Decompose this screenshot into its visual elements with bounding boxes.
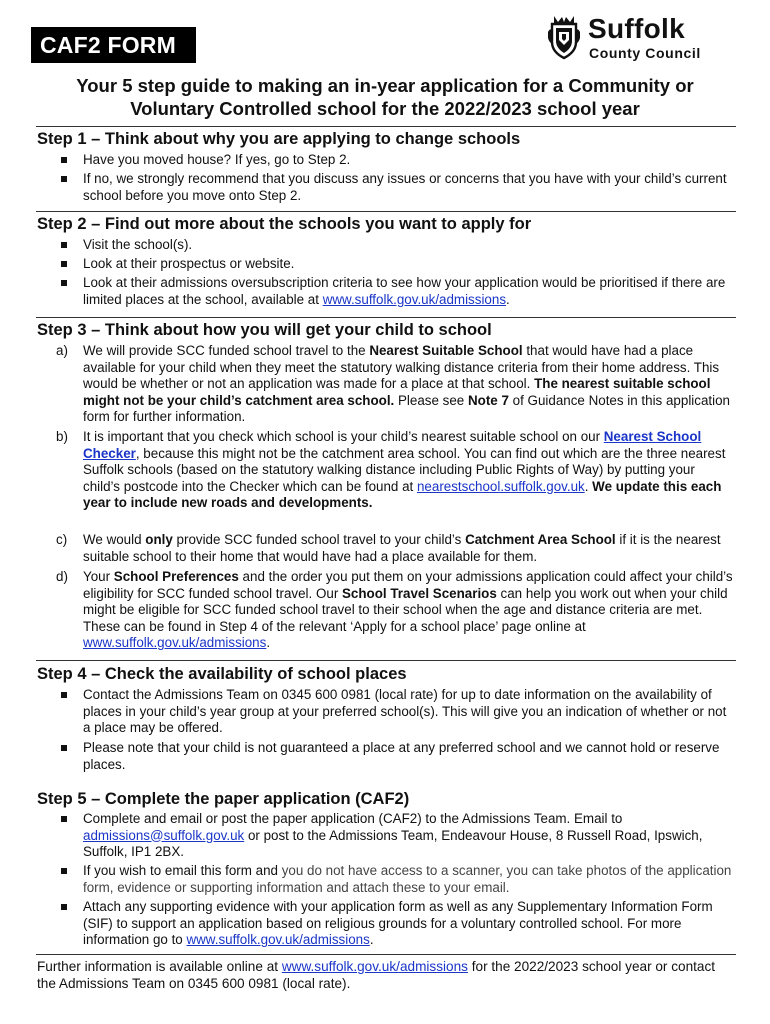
list-item [60, 152, 740, 169]
step2-bullet-2: Look at their prospectus or website. [83, 256, 295, 271]
suffolk-logo [546, 12, 716, 64]
bullet-icon [61, 176, 67, 182]
admissions-link[interactable]: www.suffolk.gov.uk/admissions [83, 635, 267, 650]
divider [36, 954, 736, 955]
list-item [56, 569, 735, 652]
page-title [20, 74, 750, 120]
step3-item-a: We will provide SCC funded school travel to the Nearest Suitable School that would have had a place available for your child when they meet the statutory walking distance criteria from their home address. This would be whether or not an application was made for a place at that school. The nearest suitable school might not be your child’s catchment area school. Please see Note 7 of Guidance Notes in this application form for further information. [83, 343, 730, 424]
admissions-link[interactable]: www.suffolk.gov.uk/admissions [186, 932, 370, 947]
list-item [56, 343, 730, 426]
list-item [60, 237, 740, 254]
bullet-icon [61, 242, 67, 248]
divider [36, 660, 736, 661]
step5-bullet-1: Complete and email or post the paper application (CAF2) to the Admissions Team. Email to admissions@suffolk.gov.uk or post to the Admissions Team, Endeavour House, 8 Russell Road, Ipswich, Suffolk, IP1 2BX. [83, 811, 703, 859]
bullet-icon [61, 261, 67, 267]
step4-heading: Step 4 – Check the availability of school places [37, 665, 407, 683]
list-item [60, 899, 730, 949]
logo-name: Suffolk [588, 13, 685, 44]
step2-heading: Step 2 – Find out more about the schools you want to apply for [37, 215, 532, 233]
item-marker: d) [56, 569, 68, 584]
bullet-icon [61, 904, 67, 910]
nearest-school-checker-link[interactable]: Nearest School Checker [83, 429, 702, 461]
list-item: Look at their admissions oversubscription criteria to see how your application would be prioritised if there are limited places at the school, available at www.suffolk.gov.uk/admissions. [60, 275, 730, 308]
bullet-icon [61, 868, 67, 874]
step3-item-b: It is important that you check which school is your child’s nearest suitable school on our Nearest School Checker, because this might not be the catchment area school. You can find out which are the three nearest Suffolk schools (based on the statutory walking distance including Public Rights of Way) by putting your child’s postcode into the Checker which can be found at nearestschool.suffolk.gov.uk. We update this each year to include new roads and developments. [83, 429, 726, 510]
item-marker: b) [56, 429, 68, 444]
admissions-link[interactable]: www.suffolk.gov.uk/admissions [322, 291, 507, 307]
bullet-icon [61, 745, 67, 751]
step5-bullet-3: Attach any supporting evidence with your application form as well as any Supplementary Information Form (SIF) to support an application based on religious grounds for a voluntary controlled school. For more information go to www.suffolk.gov.uk/admissions. [83, 899, 713, 947]
bullet-icon [61, 280, 67, 286]
step3-heading: Step 3 – Think about how you will get your child to school [37, 321, 492, 339]
list-item [60, 687, 735, 737]
step3-item-c: We would only provide SCC funded school travel to your child’s Catchment Area School if it is the nearest suitable school to their home that would have had a place available for them. [83, 532, 721, 564]
step5-bullet-2: If you wish to email this form and you do not have access to a scanner, you can take photos of the application form, evidence or supporting information and attach these to your email. [83, 863, 732, 895]
divider [36, 126, 736, 127]
list-item [56, 429, 735, 512]
list-item [60, 811, 730, 861]
step4-bullet-1: Contact the Admissions Team on 0345 600 0981 (local rate) for up to date information on the availability of places in your child’s year group at your preferred school(s). This will give you an indication of whether or not a place may be offered. [83, 687, 727, 735]
footer-text: Further information is available online at www.suffolk.gov.uk/admissions for the 2022/2023 school year or contact the Admissions Team on 0345 600 0981 (local rate). [37, 959, 716, 991]
step1-bullet-2: If no, we strongly recommend that you discuss any issues or concerns that you have with your child’s current school before you move onto Step 2. [83, 171, 727, 203]
crest-icon [546, 14, 582, 60]
item-marker: c) [56, 532, 68, 547]
admissions-email-link[interactable]: admissions@suffolk.gov.uk [83, 827, 245, 843]
step1-heading: Step 1 – Think about why you are applying to change schools [37, 130, 521, 148]
title-line-1: Your 5 step guide to making an in-year application for a Community or [76, 75, 694, 96]
list-item [60, 171, 735, 204]
list-item [60, 256, 740, 273]
step4-bullet-2: Please note that your child is not guaranteed a place at any preferred school and we cannot hold or reserve places. [83, 740, 720, 772]
step2-bullet-3-text: Look at their admissions oversubscription criteria to see how your application would be prioritised if there are limited places at the school, available at [83, 275, 726, 307]
list-item [60, 740, 730, 773]
step5-heading: Step 5 – Complete the paper application (CAF2) [37, 790, 410, 808]
bullet-icon [61, 816, 67, 822]
step3-item-d: Your School Preferences and the order you put them on your admissions application could affect your child’s eligibility for SCC funded school travel. Our School Travel Scenarios can help you work out when your child might be eligible for SCC funded school travel to their school when the age and distance criteria are met. These can be found in Step 4 of the relevant ‘Apply for a school place’ page online at www.suffolk.gov.uk/admissions. [83, 569, 733, 650]
divider [36, 317, 736, 318]
nearestschool-link[interactable]: nearestschool.suffolk.gov.uk [416, 478, 585, 494]
divider [36, 211, 736, 212]
step2-bullet-1: Visit the school(s). [83, 237, 193, 252]
form-label: CAF2 FORM [31, 27, 196, 63]
bullet-icon [61, 157, 67, 163]
admissions-link[interactable]: www.suffolk.gov.uk/admissions [281, 959, 468, 974]
step1-bullet-1: Have you moved house? If yes, go to Step 2. [83, 152, 351, 167]
logo-council: County Council [589, 45, 701, 61]
list-item [60, 863, 740, 896]
title-line-2: Voluntary Controlled school for the 2022/2023 school year [130, 98, 640, 119]
item-marker: a) [56, 343, 68, 358]
bullet-icon [61, 692, 67, 698]
list-item [56, 532, 735, 565]
